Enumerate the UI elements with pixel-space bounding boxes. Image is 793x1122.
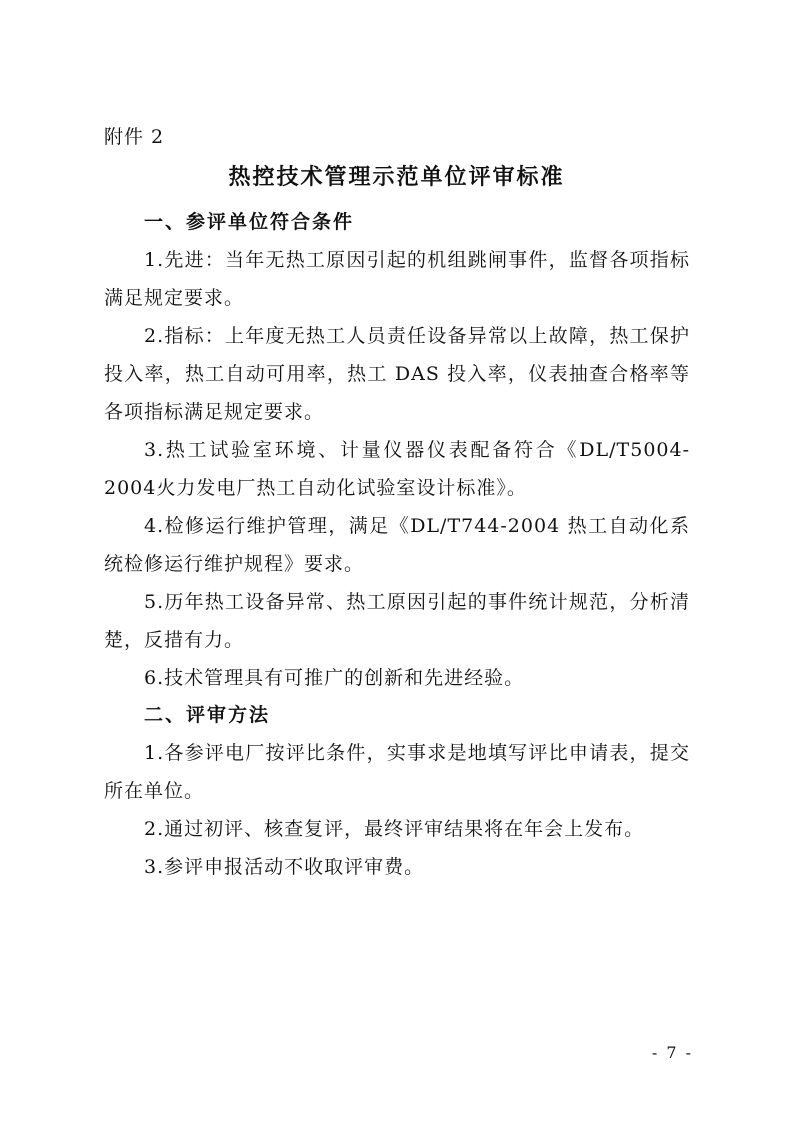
list-item: 1.各参评电厂按评比条件，实事求是地填写评比申请表，提交所在单位。 [104,742,690,802]
list-item: 2.通过初评、核查复评，最终评审结果将在年会上发布。 [144,818,645,840]
list-item: 4.检修运行维护管理，满足《DL/T744-2004 热工自动化系统检修运行维护规程》要求。 [104,515,690,575]
attachment-label: 附件 2 [104,126,165,148]
page-number: - 7 - [651,1043,693,1062]
section-heading: 二、评审方法 [144,704,271,726]
list-item: 1.先进：当年无热工原因引起的机组跳闸事件，监督各项指标满足规定要求。 [104,249,690,309]
document-title: 热控技术管理示范单位评审标准 [228,165,565,190]
list-item: 3.参评申报活动不收取评审费。 [144,856,425,878]
list-item: 5.历年热工设备异常、热工原因引起的事件统计规范，分析清楚，反措有力。 [104,591,690,651]
list-item: 6.技术管理具有可推广的创新和先进经验。 [144,667,525,689]
list-item: 2.指标：上年度无热工人员责任设备异常以上故障，热工保护投入率，热工自动可用率，热工 DAS 投入率，仪表抽查合格率等各项指标满足规定要求。 [104,325,690,423]
section-conditions [104,204,690,697]
document-body [104,204,690,886]
section-heading: 一、参评单位符合条件 [144,211,355,233]
section-review-method [104,697,690,886]
list-item: 3.热工试验室环境、计量仪器仪表配备符合《DL/T5004-2004火力发电厂热工自动化试验室设计标准》。 [104,439,690,499]
